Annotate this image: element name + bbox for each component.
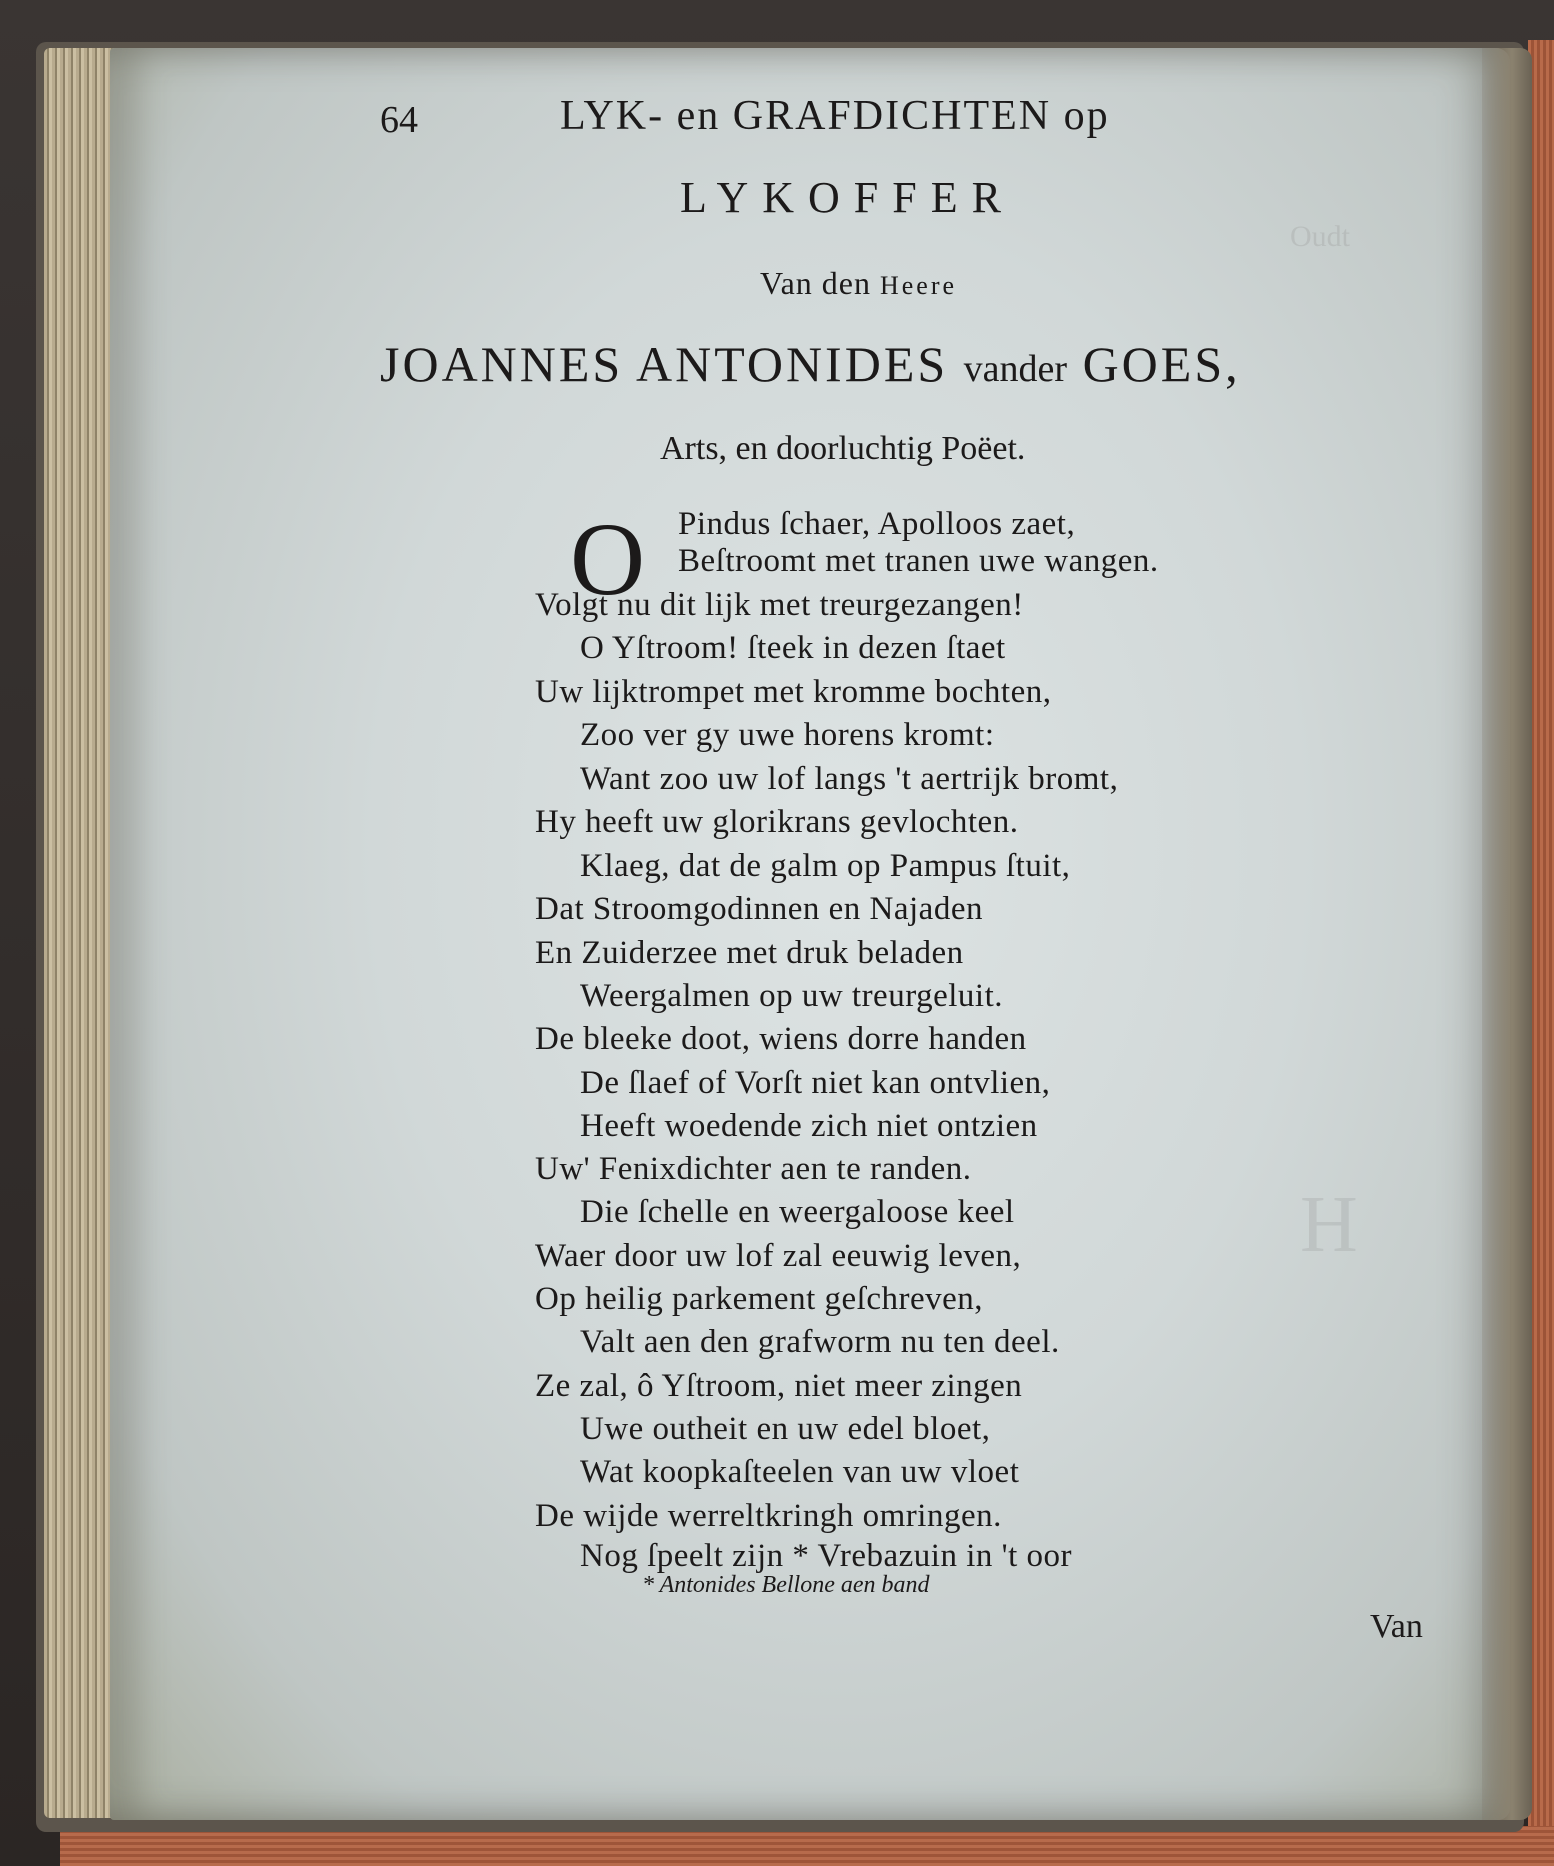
verse-line: Heeft woedende zich niet ontzien (580, 1108, 1038, 1144)
verse-line: Want zoo uw lof langs 't aertrijk bromt, (580, 761, 1119, 797)
verse-line: Waer door uw lof zal eeuwig leven, (535, 1238, 1022, 1274)
show-through-mark: H (1300, 1181, 1358, 1269)
verse-line: Pindus ſchaer, Apolloos zaet, (678, 506, 1076, 542)
verse-line: Uw' Fenixdichter aen te randen. (535, 1151, 972, 1187)
verse-line: O Yſtroom! ſteek in dezen ſtaet (580, 630, 1006, 666)
verse-line: Ze zal, ô Yſtroom, niet meer zingen (535, 1368, 1023, 1404)
verse-line: Weergalmen op uw treurgeluit. (580, 978, 1004, 1014)
drop-cap: O (570, 502, 646, 617)
verse-line: Uw lijktrompet met kromme bochten, (535, 674, 1052, 710)
dedicatee-name (380, 335, 1241, 393)
verse-line: Nog ſpeelt zijn * Vrebazuin in 't oor (580, 1538, 1072, 1574)
name-part-1: JOANNES ANTONIDES (380, 336, 949, 392)
verse-line: Dat Stroomgodinnen en Najaden (535, 891, 983, 927)
name-part-3: GOES, (1082, 336, 1241, 392)
verse-line: Die ſchelle en weergaloose keel (580, 1194, 1015, 1230)
subtitle (760, 265, 957, 302)
verse-line: Hy heeft uw glorikrans gevlochten. (535, 804, 1019, 840)
verse-line: Wat koopkaſteelen van uw vloet (580, 1454, 1020, 1490)
verse-line: De bleeke doot, wiens dorre handen (535, 1021, 1027, 1057)
verse-line: En Zuiderzee met druk beladen (535, 935, 964, 971)
show-through-mark: Oudt (1290, 220, 1350, 253)
verse-line: Uwe outheit en uw edel bloet, (580, 1411, 991, 1447)
page-title: LYKOFFER (680, 173, 1015, 222)
verse-line: Zoo ver gy uwe horens kromt: (580, 717, 995, 753)
catchword: Van (1370, 1608, 1423, 1645)
verse-line: Valt aen den grafworm nu ten deel. (580, 1324, 1060, 1360)
verse-line: Klaeg, dat de galm op Pampus ſtuit, (580, 848, 1071, 884)
cloth-bottom (60, 1826, 1554, 1866)
book-gutter (1482, 48, 1532, 1820)
running-head: LYK- en GRAFDICHTEN op (560, 93, 1110, 139)
verse-line: Beſtroomt met tranen uwe wangen. (678, 543, 1159, 579)
verse-line: De wijde werreltkringh omringen. (535, 1498, 1002, 1534)
name-part-2: vander (963, 348, 1068, 390)
subtitle-prefix: Van den (760, 265, 871, 301)
verse-line: De ſlaef of Vorſt niet kan ontvlien, (580, 1065, 1051, 1101)
footnote: * Antonides Bellone aen band (642, 1572, 930, 1598)
dedicatee-profession: Arts, en doorluchtig Poëet. (660, 430, 1026, 467)
verse-line: Volgt nu dit lijk met treurgezangen! (535, 587, 1024, 623)
page-number: 64 (380, 99, 418, 141)
verse-line: Op heilig parkement geſchreven, (535, 1281, 983, 1317)
subtitle-name: Heere (879, 271, 958, 300)
